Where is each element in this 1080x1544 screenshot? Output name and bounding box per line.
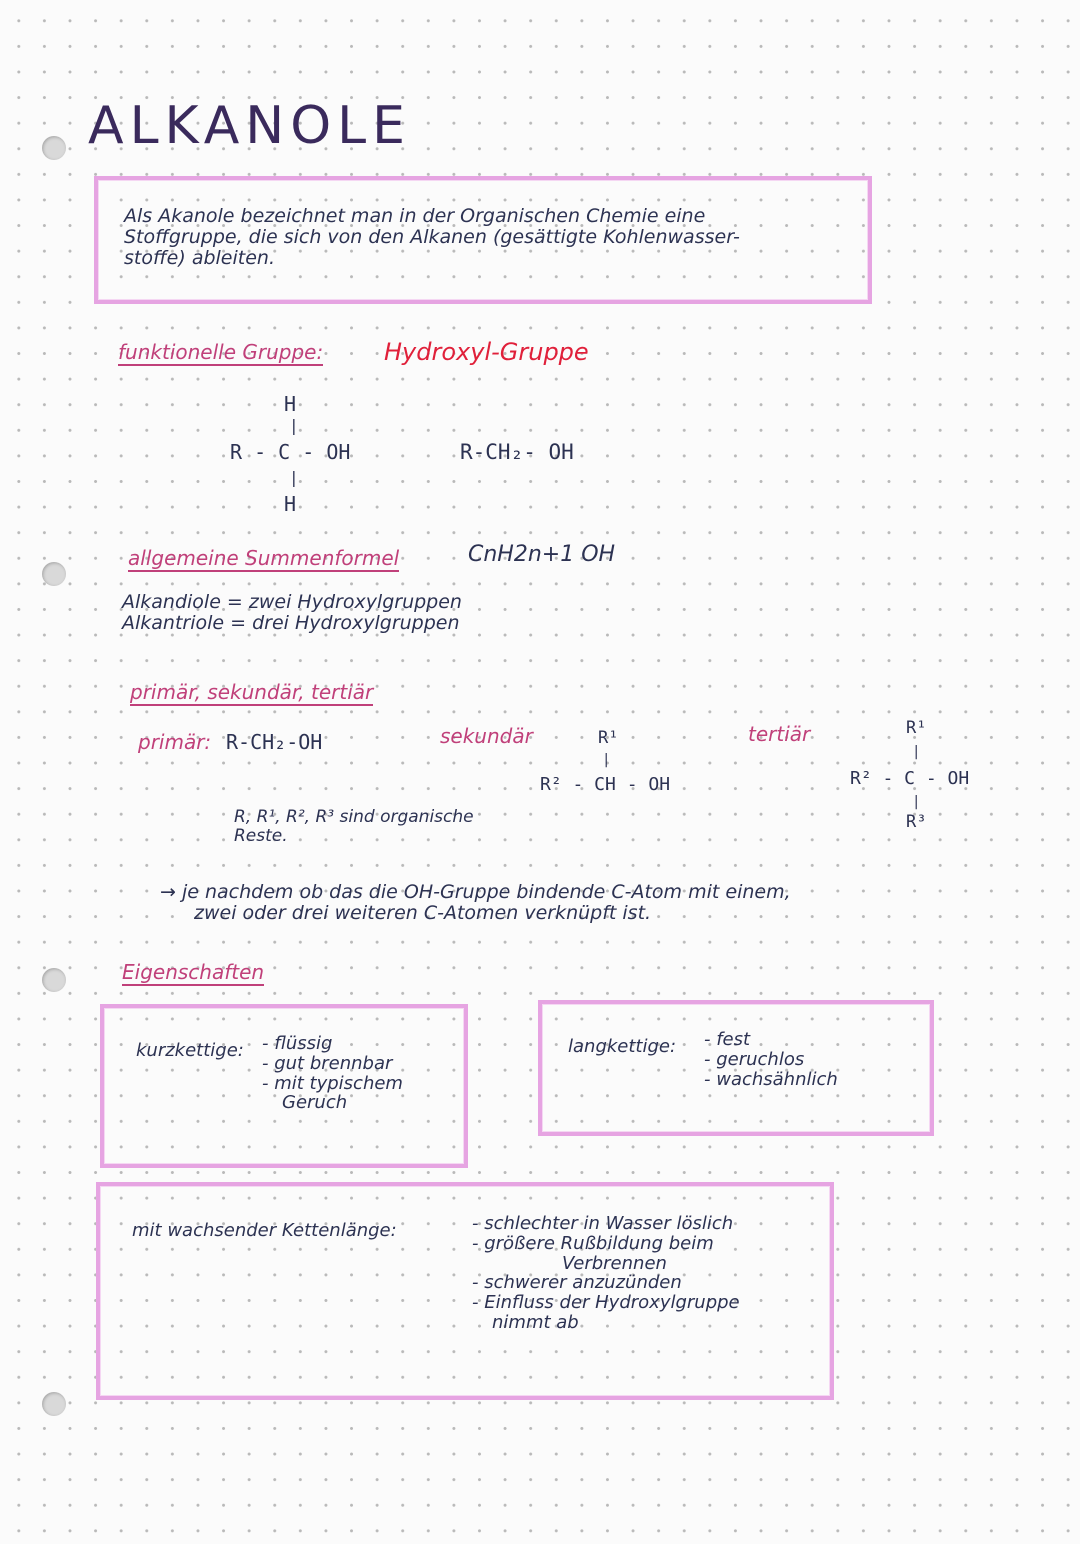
functional-group-label: funktionelle Gruppe: xyxy=(118,340,324,364)
chain-item: - Einfluss der Hydroxylgruppe xyxy=(472,1292,740,1314)
formula-note-1: Alkandiole = zwei Hydroxylgruppen xyxy=(122,591,462,613)
short-item: Geruch xyxy=(282,1092,348,1114)
condensed-formula: R-CH₂- OH xyxy=(460,440,574,464)
punch-hole xyxy=(42,968,66,992)
chain-length-label: mit wachsender Kettenlänge: xyxy=(132,1220,397,1241)
tertiary-mid: R² - C - OH xyxy=(850,768,970,789)
residues-note-2: Reste. xyxy=(234,825,288,846)
tertiary-bond-top: | xyxy=(912,744,921,760)
chain-length-list xyxy=(472,1214,740,1333)
long-chain-label: langkettige: xyxy=(568,1036,677,1057)
definition-line-2: Stoffgruppe, die sich von den Alkanen (gesättigte Kohlenwasser- xyxy=(124,225,740,248)
tertiary-bond-bottom: | xyxy=(912,794,921,810)
long-item: - wachsähnlich xyxy=(704,1068,838,1090)
formula-label: allgemeine Summenformel xyxy=(128,546,400,570)
definition-text xyxy=(124,206,740,269)
primary-formula: R-CH₂-OH xyxy=(226,730,323,754)
formula-notes xyxy=(122,592,462,634)
chain-item: - schlechter in Wasser löslich xyxy=(472,1213,734,1234)
long-item: - geruchlos xyxy=(704,1048,805,1070)
residues-note-1: R, R¹, R², R³ sind organische xyxy=(234,807,474,827)
chain-item: - schwerer anzuzünden xyxy=(472,1272,682,1294)
residues-note xyxy=(234,808,474,845)
functional-group-name: Hydroxyl-Gruppe xyxy=(384,338,589,366)
short-chain-label: kurzkettige: xyxy=(136,1040,244,1061)
secondary-mid: R² - CH - OH xyxy=(540,774,671,795)
chain-item: - größere Rußbildung beim xyxy=(472,1232,714,1254)
chain-item: Verbrennen xyxy=(562,1252,667,1274)
secondary-label: sekundär xyxy=(440,724,533,748)
tertiary-label: tertiär xyxy=(748,722,811,746)
properties-heading: Eigenschaften xyxy=(122,960,265,984)
primary-label: primär: xyxy=(138,730,212,754)
definition-line-1: Als Akanole bezeichnet man in der Organischen Chemie eine xyxy=(124,205,706,227)
struct-top: H xyxy=(284,392,297,416)
short-item: - flüssig xyxy=(262,1033,333,1054)
struct-bond-bottom: | xyxy=(289,468,299,487)
secondary-bond: | xyxy=(602,752,611,768)
definition-line-3: stoffe) ableiten. xyxy=(124,246,275,269)
punch-hole xyxy=(42,1392,66,1416)
punch-hole xyxy=(42,136,66,160)
page-title: ALKANOLE xyxy=(88,96,411,156)
formula-value: CnH2n+1 OH xyxy=(468,542,616,567)
chain-item: nimmt ab xyxy=(492,1311,579,1333)
formula-note-2: Alkantriole = drei Hydroxylgruppen xyxy=(122,611,460,634)
struct-bond-top: | xyxy=(289,416,299,435)
punch-hole xyxy=(42,562,66,586)
short-item: - gut brennbar xyxy=(262,1052,393,1074)
long-chain-list xyxy=(704,1030,838,1089)
tertiary-bottom: R³ xyxy=(906,812,927,832)
short-chain-list xyxy=(262,1034,403,1113)
long-item: - fest xyxy=(704,1029,751,1050)
classes-heading: primär, sekundär, tertiär xyxy=(130,680,374,704)
classes-explanation xyxy=(160,882,791,924)
explanation-line-2: zwei oder drei weiteren C-Atomen verknüpft ist. xyxy=(194,901,652,924)
tertiary-top: R¹ xyxy=(906,718,927,738)
explanation-line-1: → je nachdem ob das die OH-Gruppe bindende C-Atom mit einem, xyxy=(160,881,791,903)
struct-mid: R - C - OH xyxy=(230,440,351,464)
secondary-top: R¹ xyxy=(598,728,619,748)
struct-bottom: H xyxy=(284,492,297,516)
short-item: - mit typischem xyxy=(262,1072,403,1094)
